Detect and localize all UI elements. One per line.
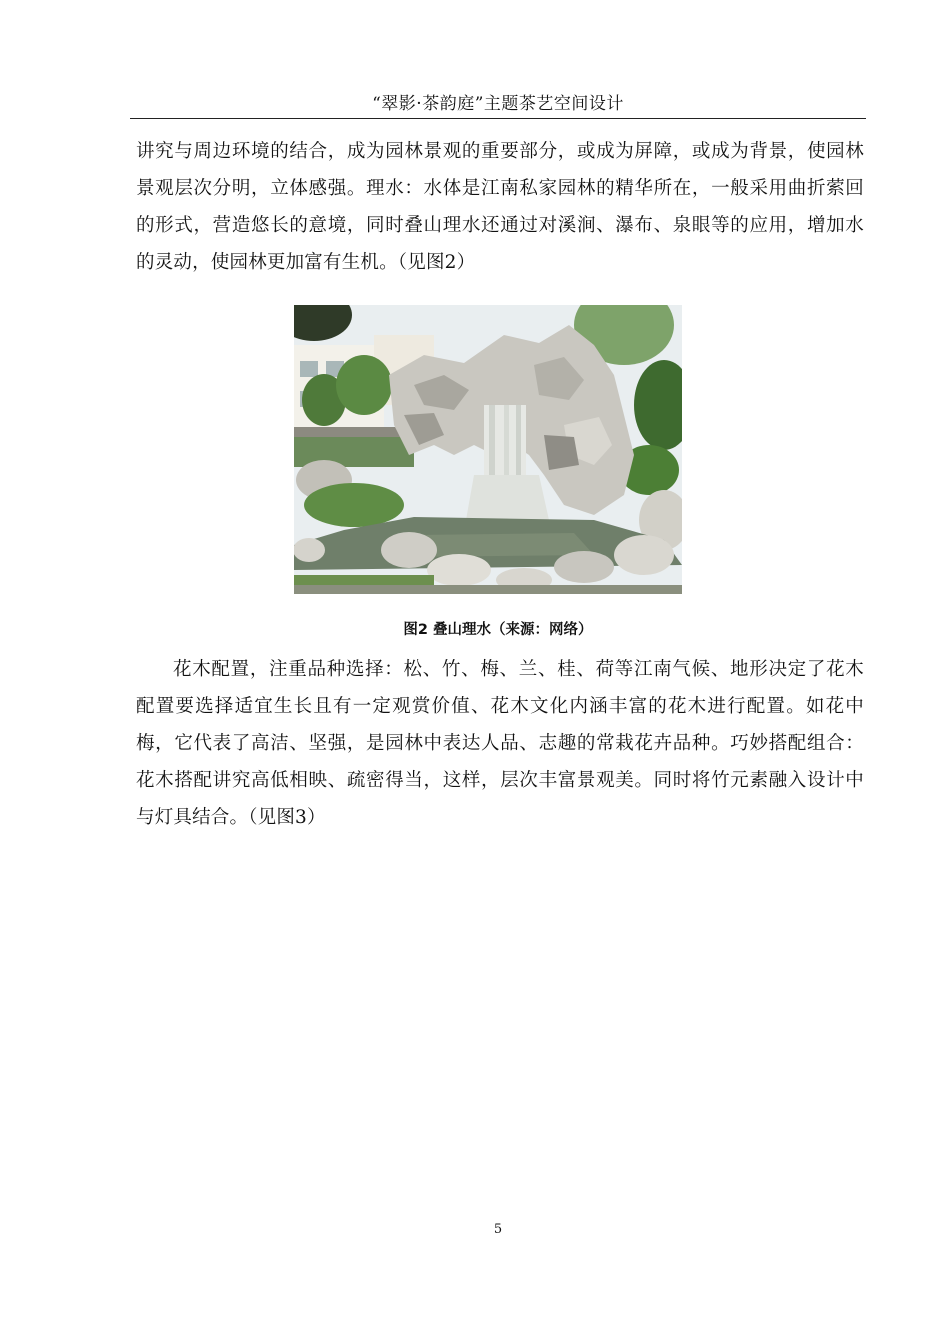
header-rule (130, 118, 866, 119)
figure-rockery-waterfall-photo (294, 305, 682, 594)
page-number: 5 (493, 1222, 503, 1237)
paragraph-garden-water: 讲究与周边环境的结合，成为园林景观的重要部分，或成为屏障，或成为背景，使园林景观层次分明，立体感强。理水：水体是江南私家园林的精华所在，一般采用曲折萦回的形式，营造悠长的意境，同时叠山理水还通过对溪涧、瀑布、泉眼等的应用，增加水的灵动，使园林更加富有生机。（见图2） (136, 141, 864, 273)
running-header-title: “翠影·茶韵庭”主题茶艺空间设计 (372, 94, 624, 114)
paragraph-plant-arrangement: 花木配置，注重品种选择：松、竹、梅、兰、桂、荷等江南气候、地形决定了花木配置要选择适宜生长且有一定观赏价值、花木文化内涵丰富的花木进行配置。如花中梅，它代表了高洁、坚强，是园林中表达人品、志趣的常栽花卉品种。巧妙搭配组合：花木搭配讲究高低相映、疏密得当，这样，层次丰富景观美。同时将竹元素融入设计中与灯具结合。（见图3） (136, 659, 864, 828)
figure-caption: 图2 叠山理水（来源：网络） (403, 622, 593, 638)
